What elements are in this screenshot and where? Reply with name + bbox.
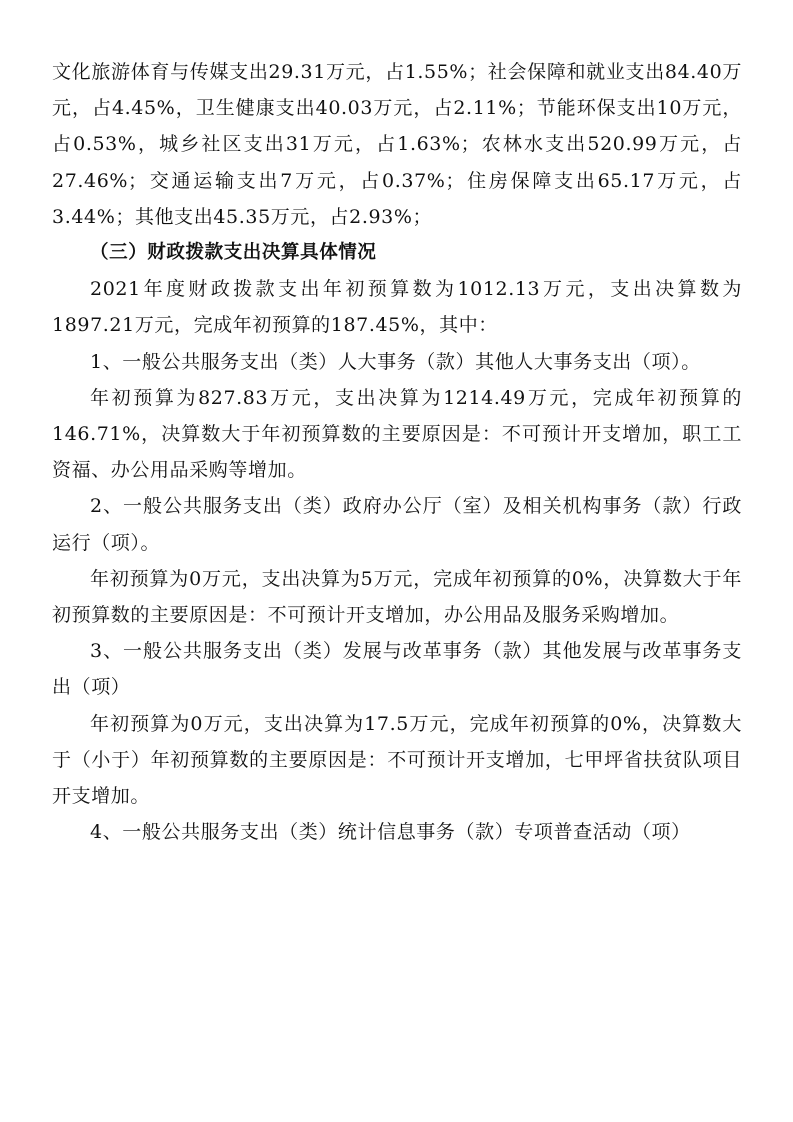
paragraph-expenditure-breakdown: 文化旅游体育与传媒支出29.31万元，占1.55%；社会保障和就业支出84.40万元，占4.45%，卫生健康支出40.03万元，占2.11%；节能环保支出10万元，占0.53%，城乡社区支出31万元，占1.63%；农林水支出520.99万元，占27.46%；交通运输支出7万元，占0.37%；住房保障支出65.17万元，占3.44%；其他支出45.35万元，占2.93%； bbox=[52, 61, 742, 228]
section-heading-appropriation-details: （三）财政拨款支出决算具体情况 bbox=[90, 242, 377, 264]
item-1-title: 1、一般公共服务支出（类）人大事务（款）其他人大事务支出（项）。 bbox=[90, 350, 701, 373]
item-3-title: 3、一般公共服务支出（类）发展与改革事务（款）其他发展与改革事务支出（项） bbox=[52, 640, 742, 699]
item-4-title: 4、一般公共服务支出（类）统计信息事务（款）专项普查活动（项） bbox=[90, 821, 691, 844]
item-2-detail: 年初预算为0万元，支出决算为5万元，完成年初预算的0%，决算数大于年初预算数的主要原因是：不可预计开支增加，办公用品及服务采购增加。 bbox=[52, 567, 742, 627]
item-2-title: 2、一般公共服务支出（类）政府办公厅（室）及相关机构事务（款）行政运行（项）。 bbox=[52, 495, 742, 554]
paragraph-total-expenditure: 2021年度财政拨款支出年初预算数为1012.13万元，支出决算数为1897.21万元，完成年初预算的187.45%，其中： bbox=[52, 278, 742, 337]
item-1-detail: 年初预算为827.83万元，支出决算为1214.49万元，完成年初预算的146.71%，决算数大于年初预算数的主要原因是：不可预计开支增加，职工工资福、办公用品采购等增加。 bbox=[52, 386, 742, 482]
document-page bbox=[52, 54, 742, 850]
item-3-detail: 年初预算为0万元，支出决算为17.5万元，完成年初预算的0%，决算数大于（小于）年初预算数的主要原因是：不可预计开支增加，七甲坪省扶贫队项目开支增加。 bbox=[52, 712, 742, 808]
